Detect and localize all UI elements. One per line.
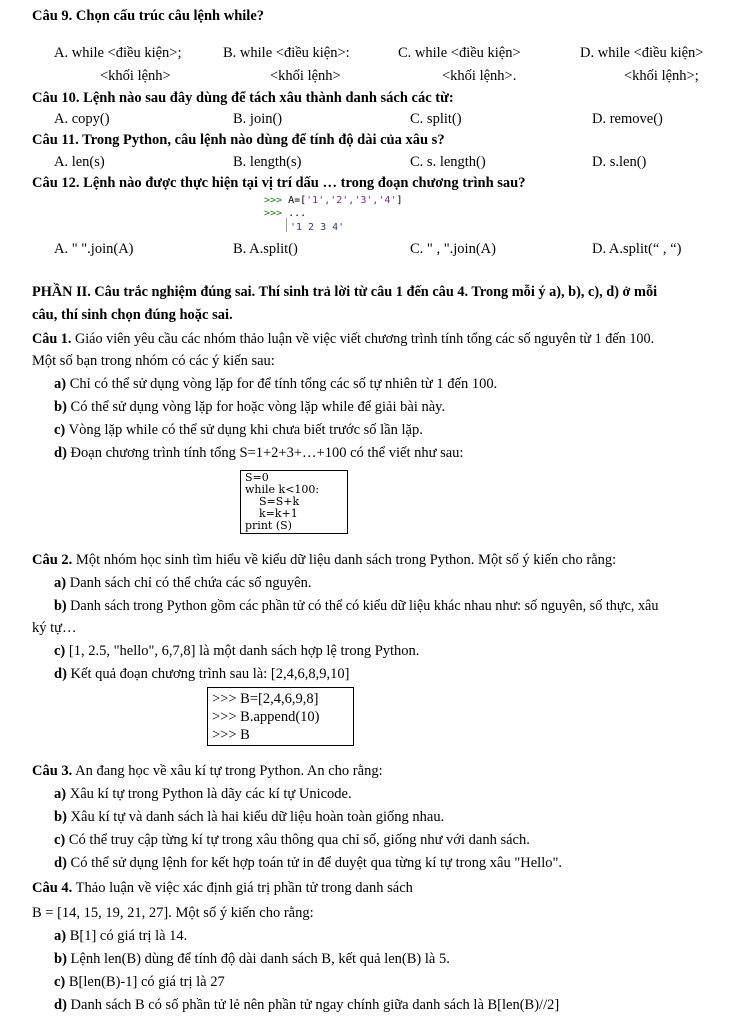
p1-stem: Câu 1. Giáo viên yêu cầu các nhóm thảo luận về việc viết chương trình tính tổng các số nguyên từ 1 đến 100. [32,331,655,347]
question-10-title: Câu 10. Lệnh nào sau đây dùng để tách xâu thành danh sách các từ: [32,90,454,106]
p4-statement-d: d) Danh sách B có số phần tử lẻ nên phần tử ngay chính giữa danh sách là B[len(B)//2] [54,997,560,1013]
q9-option-d: D. while <điều kiện> [580,45,704,61]
code-text: A=[ [288,195,307,206]
p2-statement-b-cont: ký tự… [32,620,77,636]
q9-option-b: B. while <điều kiện>: [223,45,350,61]
q12-option-b: B. A.split() [233,241,298,257]
p2-statement-a: a) Danh sách chỉ có thể chứa các số nguyên. [54,575,312,591]
q9-option-a: A. while <điều kiện>; [54,45,182,61]
q11-option-a: A. len(s) [54,154,105,170]
p1-code-line-5: print (S) [245,519,292,532]
q10-option-a: A. copy() [54,111,110,127]
p4-statement-b: b) Lệnh len(B) dùng để tính độ dài danh sách B, kết quả len(B) là 5. [54,951,450,967]
q12-code-output: '1 2 3 4' [290,222,345,233]
q9-option-b-body: <khối lệnh> [270,68,341,84]
p2-code-box [207,687,354,746]
python-prompt: >>> [264,195,283,206]
p3-statement-a: a) Xâu kí tự trong Python là dãy các kí tự Unicode. [54,786,352,802]
p2-statement-c: c) [1, 2.5, "hello", 6,7,8] là một danh sách hợp lệ trong Python. [54,643,420,659]
question-9-title: Câu 9. Chọn cấu trúc câu lệnh while? [32,8,265,24]
q9-option-c: C. while <điều kiện> [398,45,521,61]
p1-statement-d: d) Đoạn chương trình tính tổng S=1+2+3+…+100 có thể viết như sau: [54,445,464,461]
code-text: ] [396,195,403,206]
p1-statement-c: c) Vòng lặp while có thể sử dụng khi chưa biết trước số lần lặp. [54,422,423,438]
q9-option-a-body: <khối lệnh> [100,68,171,84]
p3-statement-d: d) Có thể sử dụng lệnh for kết hợp toán tử in để duyệt qua từng kí tự trong xâu "Hello". [54,855,563,871]
p1-statement-a: a) Chỉ có thể sử dụng vòng lặp for để tính tổng các số tự nhiên từ 1 đến 100. [54,376,498,392]
p1-code-line-4: k=k+1 [245,507,298,520]
code-string: '1','2','3','4' [306,195,397,206]
python-prompt: >>> [264,208,283,219]
question-11-title: Câu 11. Trong Python, câu lệnh nào dùng để tính độ dài của xâu s? [32,132,445,148]
p3-statement-c: c) Có thể truy cập từng kí tự trong xâu thông qua chỉ số, giống như với danh sách. [54,832,530,848]
q11-option-d: D. s.len() [592,154,647,170]
p4-statement-a: a) B[1] có giá trị là 14. [54,928,188,944]
p4-stem: Câu 4. Thảo luận về việc xác định giá trị phần tử trong danh sách [32,880,413,896]
p2-stem: Câu 2. Một nhóm học sinh tìm hiểu về kiểu dữ liệu danh sách trong Python. Một số ý kiến cho rằng: [32,552,617,568]
q12-option-d: D. A.split(“ , “) [592,241,682,257]
part-2-heading-cont: câu, thí sinh chọn đúng hoặc sai. [32,307,233,323]
output-divider [286,218,287,232]
p1-code-line-3: S=S+k [245,495,300,508]
q10-option-b: B. join() [233,111,283,127]
p1-statement-b: b) Có thể sử dụng vòng lặp for hoặc vòng lặp while để giải bài này. [54,399,446,415]
q12-code-line-1 [264,194,403,207]
p2-code-line-1: >>> B=[2,4,6,9,8] [212,691,319,707]
p3-statement-b: b) Xâu kí tự và danh sách là hai kiểu dữ liệu hoàn toàn giống nhau. [54,809,445,825]
p2-statement-d: d) Kết quả đoạn chương trình sau là: [2,4,6,8,9,10] [54,666,350,682]
p1-stem-cont: Một số bạn trong nhóm có các ý kiến sau: [32,353,275,369]
p1-code-line-1: S=0 [245,471,269,484]
code-ellipsis: ... [288,208,307,219]
p1-code-line-2: while k<100: [245,483,320,496]
part-2-heading: PHẦN II. Câu trắc nghiệm đúng sai. Thí sinh trả lời từ câu 1 đến câu 4. Trong mỗi ý a), b), c), d) ở mỗi [32,284,658,300]
p2-code-line-3: >>> B [212,727,250,743]
p4-stem-cont: B = [14, 15, 19, 21, 27]. Một số ý kiến cho rằng: [32,905,314,921]
q12-option-a: A. " ".join(A) [54,241,134,257]
p2-statement-b: b) Danh sách trong Python gồm các phần tử có thể có kiểu dữ liệu khác nhau như: số nguyên, số thực, xâu [54,598,659,614]
p1-code-box [240,470,348,534]
p4-statement-c: c) B[len(B)-1] có giá trị là 27 [54,974,225,990]
q10-option-d: D. remove() [592,111,663,127]
q12-option-c: C. " , ".join(A) [410,241,496,257]
q11-option-b: B. length(s) [233,154,302,170]
q11-option-c: C. s. length() [410,154,486,170]
question-12-title: Câu 12. Lệnh nào được thực hiện tại vị trí dấu … trong đoạn chương trình sau? [32,175,526,191]
q10-option-c: C. split() [410,111,462,127]
q9-option-d-body: <khối lệnh>; [624,68,699,84]
p2-code-line-2: >>> B.append(10) [212,709,320,725]
p3-stem: Câu 3. An đang học về xâu kí tự trong Python. An cho rằng: [32,763,383,779]
q9-option-c-body: <khối lệnh>. [442,68,517,84]
